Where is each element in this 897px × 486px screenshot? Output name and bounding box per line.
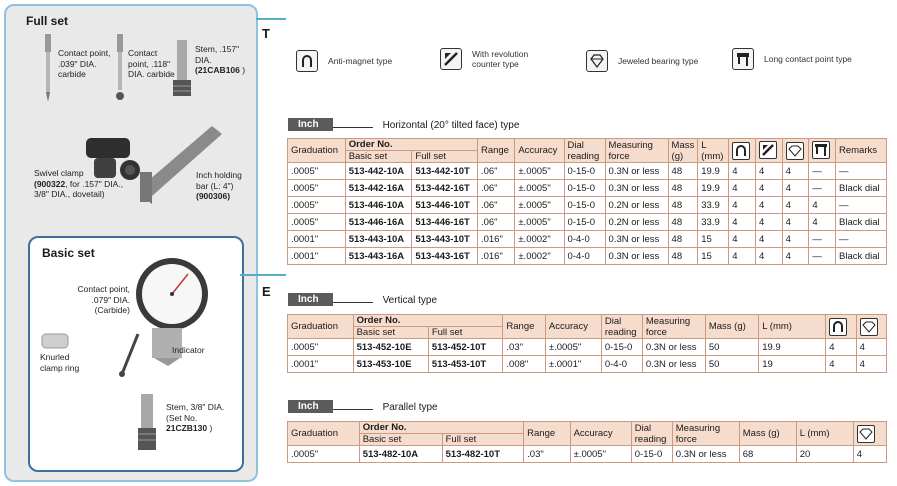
table-cell: 0-15-0 bbox=[631, 446, 672, 463]
table-cell: 0-4-0 bbox=[564, 248, 605, 265]
col-measuring-force: Measuring force bbox=[605, 139, 668, 163]
table-cell: 4 bbox=[755, 197, 782, 214]
col-l: L (mm) bbox=[796, 422, 853, 446]
table-cell: 513-443-10A bbox=[345, 231, 412, 248]
table-cell: 4 bbox=[856, 356, 886, 373]
table-cell: 513-453-10E bbox=[353, 356, 428, 373]
col-order-no: Order No. bbox=[359, 422, 523, 434]
table-cell: 20 bbox=[796, 446, 853, 463]
table-cell: 4 bbox=[809, 197, 836, 214]
table-cell: 4 bbox=[755, 248, 782, 265]
table-cell: .016" bbox=[477, 231, 514, 248]
horizontal-section-head bbox=[288, 118, 519, 131]
table-cell: 513-446-16A bbox=[345, 214, 412, 231]
col-measuring-force: Measuring force bbox=[642, 315, 705, 339]
table-cell: 0-4-0 bbox=[564, 231, 605, 248]
table-cell: 4 bbox=[755, 214, 782, 231]
table-cell: Black dial bbox=[836, 214, 887, 231]
table-cell: 513-446-16T bbox=[412, 214, 478, 231]
table-cell: 0.3N or less bbox=[605, 231, 668, 248]
table-cell: .06" bbox=[477, 180, 514, 197]
legend-revolution: With revolution counter type bbox=[440, 48, 552, 70]
table-cell: 513-446-10T bbox=[412, 197, 478, 214]
table-cell: 4 bbox=[755, 180, 782, 197]
table-row bbox=[288, 180, 887, 197]
vertical-table bbox=[287, 314, 887, 373]
table-row bbox=[288, 339, 887, 356]
table-row bbox=[288, 214, 887, 231]
table-cell: ±.0005" bbox=[515, 214, 564, 231]
table-cell: ±.0005" bbox=[515, 163, 564, 180]
table-cell: .06" bbox=[477, 214, 514, 231]
table-cell: .0001" bbox=[288, 248, 346, 265]
table-row bbox=[288, 248, 887, 265]
knurled-clamp-caption: Knurled clamp ring bbox=[40, 352, 80, 373]
col-antimagnet bbox=[826, 315, 856, 339]
table-cell: 513-442-16A bbox=[345, 180, 412, 197]
col-accuracy: Accuracy bbox=[515, 139, 564, 163]
col-mass: Mass (g) bbox=[668, 139, 698, 163]
table-cell: 0.3N or less bbox=[642, 356, 705, 373]
table-cell: 4 bbox=[826, 339, 856, 356]
antimagnet-icon bbox=[296, 50, 318, 72]
contact-point-039-image bbox=[40, 32, 56, 104]
table-cell: — bbox=[809, 163, 836, 180]
holding-bar-caption: Inch holding bar (L: 4") (900306) bbox=[196, 170, 242, 201]
stem-157-image bbox=[170, 38, 194, 102]
col-range: Range bbox=[503, 315, 546, 339]
table-cell: 4 bbox=[782, 231, 809, 248]
col-full-set: Full set bbox=[412, 151, 478, 163]
col-full-set: Full set bbox=[442, 434, 524, 446]
table-cell: 0-15-0 bbox=[601, 339, 642, 356]
table-cell: 19 bbox=[759, 356, 826, 373]
long-contact-point-icon bbox=[732, 48, 754, 70]
table-cell: 50 bbox=[705, 339, 758, 356]
stem-157-caption: Stem, .157" DIA. (21CAB106 ) bbox=[195, 44, 246, 75]
table-cell: — bbox=[809, 180, 836, 197]
table-cell: 0-15-0 bbox=[564, 163, 605, 180]
table-cell: ±.0002" bbox=[515, 248, 564, 265]
col-graduation: Graduation bbox=[288, 315, 354, 339]
table-cell: 48 bbox=[668, 197, 698, 214]
table-cell: 4 bbox=[755, 163, 782, 180]
section-letter-t: T bbox=[262, 26, 270, 41]
table-cell: .008" bbox=[503, 356, 546, 373]
table-cell: 19.9 bbox=[698, 163, 729, 180]
contact-point-079-caption: Contact point, .079" DIA. (Carbide) bbox=[77, 284, 130, 315]
col-basic-set: Basic set bbox=[359, 434, 442, 446]
table-cell: 0-4-0 bbox=[601, 356, 642, 373]
table-row bbox=[288, 356, 887, 373]
tag-line bbox=[333, 127, 373, 128]
contact-point-039-caption: Contact point, .039" DIA. carbide bbox=[58, 48, 111, 79]
connector-t bbox=[256, 18, 286, 20]
table-cell: ±.0001" bbox=[545, 356, 601, 373]
dial-indicator-image bbox=[112, 254, 222, 384]
col-graduation: Graduation bbox=[288, 422, 360, 446]
table-cell: 4 bbox=[729, 180, 756, 197]
table-cell: 513-452-10E bbox=[353, 339, 428, 356]
table-cell: .0005" bbox=[288, 197, 346, 214]
table-cell: 19.9 bbox=[759, 339, 826, 356]
col-mass: Mass (g) bbox=[705, 315, 758, 339]
table-cell: .03" bbox=[524, 446, 570, 463]
table-cell: 68 bbox=[739, 446, 796, 463]
table-cell: 513-446-10A bbox=[345, 197, 412, 214]
col-dial-reading: Dial reading bbox=[601, 315, 642, 339]
col-order-no: Order No. bbox=[345, 139, 477, 151]
table-cell: ±.0005" bbox=[545, 339, 601, 356]
contact-point-118-caption: Contact point, .118" DIA. carbide bbox=[128, 48, 175, 79]
col-graduation: Graduation bbox=[288, 139, 346, 163]
table-cell: 4 bbox=[755, 231, 782, 248]
table-cell: .0005" bbox=[288, 163, 346, 180]
unit-tag: Inch bbox=[288, 293, 333, 306]
table-cell: .0005" bbox=[288, 214, 346, 231]
table-cell: 4 bbox=[809, 214, 836, 231]
unit-tag: Inch bbox=[288, 118, 333, 131]
col-basic-set: Basic set bbox=[353, 327, 428, 339]
col-jeweled bbox=[782, 139, 809, 163]
table-cell: — bbox=[836, 163, 887, 180]
legend-antimagnet: Anti-magnet type bbox=[296, 50, 392, 72]
table-cell: .0001" bbox=[288, 231, 346, 248]
table-cell: 19.9 bbox=[698, 180, 729, 197]
table-cell: 4 bbox=[729, 231, 756, 248]
col-accuracy: Accuracy bbox=[570, 422, 631, 446]
col-jeweled bbox=[856, 315, 886, 339]
table-cell: — bbox=[809, 231, 836, 248]
table-row bbox=[288, 197, 887, 214]
table-cell: 513-452-10T bbox=[428, 339, 503, 356]
table-cell: 4 bbox=[729, 248, 756, 265]
table-cell: 4 bbox=[729, 214, 756, 231]
jeweled-bearing-icon bbox=[860, 318, 878, 336]
table-cell: .06" bbox=[477, 163, 514, 180]
contact-point-118-image bbox=[112, 32, 128, 104]
parallel-table bbox=[287, 421, 887, 463]
connector-e bbox=[240, 274, 286, 276]
table-cell: 4 bbox=[826, 356, 856, 373]
table-cell: 50 bbox=[705, 356, 758, 373]
col-l: L (mm) bbox=[698, 139, 729, 163]
table-cell: 4 bbox=[782, 214, 809, 231]
table-cell: 33.9 bbox=[698, 214, 729, 231]
jeweled-bearing-icon bbox=[857, 425, 875, 443]
table-cell: 48 bbox=[668, 231, 698, 248]
col-dial-reading: Dial reading bbox=[564, 139, 605, 163]
table-cell: 0.2N or less bbox=[605, 214, 668, 231]
table-cell: 0.3N or less bbox=[672, 446, 739, 463]
vertical-section-head bbox=[288, 293, 437, 306]
table-cell: 4 bbox=[729, 163, 756, 180]
knurled-clamp-ring-image bbox=[40, 330, 70, 352]
section-letter-e: E bbox=[262, 284, 271, 299]
col-measuring-force: Measuring force bbox=[672, 422, 739, 446]
jeweled-bearing-icon bbox=[586, 50, 608, 72]
table-row bbox=[288, 231, 887, 248]
table-cell: — bbox=[836, 197, 887, 214]
table-cell: 0-15-0 bbox=[564, 180, 605, 197]
table-cell: 513-442-16T bbox=[412, 180, 478, 197]
legend-jeweled: Jeweled bearing type bbox=[586, 50, 698, 72]
table-cell: .06" bbox=[477, 197, 514, 214]
table-cell: 4 bbox=[856, 339, 886, 356]
table-cell: 513-442-10T bbox=[412, 163, 478, 180]
table-cell: 4 bbox=[853, 446, 886, 463]
col-order-no: Order No. bbox=[353, 315, 503, 327]
table-cell: .03" bbox=[503, 339, 546, 356]
swivel-clamp-caption: Swivel clamp (900322, for .157" DIA., 3/8" DIA., dovetail) bbox=[34, 168, 124, 199]
table-cell: 513-442-10A bbox=[345, 163, 412, 180]
table-cell: 48 bbox=[668, 214, 698, 231]
table-cell: 0.3N or less bbox=[642, 339, 705, 356]
table-cell: 4 bbox=[782, 180, 809, 197]
table-cell: 513-443-10T bbox=[412, 231, 478, 248]
table-cell: 4 bbox=[729, 197, 756, 214]
table-cell: 0.3N or less bbox=[605, 163, 668, 180]
unit-tag: Inch bbox=[288, 400, 333, 413]
tag-line bbox=[333, 409, 373, 410]
legend-long-contact: Long contact point type bbox=[732, 48, 854, 70]
table-cell: 4 bbox=[782, 197, 809, 214]
table-cell: 0-15-0 bbox=[564, 197, 605, 214]
antimagnet-icon bbox=[829, 318, 847, 336]
col-l: L (mm) bbox=[759, 315, 826, 339]
col-accuracy: Accuracy bbox=[545, 315, 601, 339]
table-cell: .016" bbox=[477, 248, 514, 265]
table-cell: .0001" bbox=[288, 356, 354, 373]
table-cell: 0.3N or less bbox=[605, 180, 668, 197]
table-cell: 513-443-16A bbox=[345, 248, 412, 265]
table-cell: Black dial bbox=[836, 180, 887, 197]
col-range: Range bbox=[524, 422, 570, 446]
col-dial-reading: Dial reading bbox=[631, 422, 672, 446]
parallel-title: Parallel type bbox=[382, 402, 438, 413]
long-contact-point-icon bbox=[812, 141, 830, 159]
col-antimagnet bbox=[729, 139, 756, 163]
table-cell: ±.0005" bbox=[570, 446, 631, 463]
table-cell: .0005" bbox=[288, 339, 354, 356]
parallel-section-head bbox=[288, 400, 438, 413]
table-cell: 0.3N or less bbox=[605, 248, 668, 265]
col-revolution bbox=[755, 139, 782, 163]
table-cell: ±.0005" bbox=[515, 180, 564, 197]
jeweled-bearing-icon bbox=[786, 142, 804, 160]
revolution-counter-icon bbox=[440, 48, 462, 70]
antimagnet-icon bbox=[732, 142, 750, 160]
table-cell: 513-453-10T bbox=[428, 356, 503, 373]
table-cell: 513-443-16T bbox=[412, 248, 478, 265]
table-row bbox=[288, 163, 887, 180]
indicator-caption: Indicator bbox=[172, 345, 205, 355]
table-cell: 4 bbox=[782, 248, 809, 265]
table-cell: 48 bbox=[668, 248, 698, 265]
table-cell: 15 bbox=[698, 231, 729, 248]
col-remarks: Remarks bbox=[836, 139, 887, 163]
table-cell: 15 bbox=[698, 248, 729, 265]
table-cell: 513-482-10T bbox=[442, 446, 524, 463]
table-row bbox=[288, 446, 887, 463]
table-cell: 513-482-10A bbox=[359, 446, 442, 463]
table-cell: 33.9 bbox=[698, 197, 729, 214]
table-cell: — bbox=[836, 231, 887, 248]
col-jeweled bbox=[853, 422, 886, 446]
col-mass: Mass (g) bbox=[739, 422, 796, 446]
stem-38-caption: Stem, 3/8" DIA. (Set No. 21CZB130 ) bbox=[166, 402, 225, 433]
col-full-set: Full set bbox=[428, 327, 503, 339]
table-cell: 48 bbox=[668, 163, 698, 180]
vertical-title: Vertical type bbox=[382, 295, 438, 306]
table-cell: 0-15-0 bbox=[564, 214, 605, 231]
horizontal-title: Horizontal (20° tilted face) type bbox=[382, 120, 520, 131]
horizontal-table bbox=[287, 138, 887, 265]
full-set-title: Full set bbox=[26, 14, 69, 28]
table-cell: .0005" bbox=[288, 180, 346, 197]
table-cell: .0005" bbox=[288, 446, 360, 463]
table-cell: 0.2N or less bbox=[605, 197, 668, 214]
table-cell: ±.0002" bbox=[515, 231, 564, 248]
table-cell: 48 bbox=[668, 180, 698, 197]
col-basic-set: Basic set bbox=[345, 151, 412, 163]
table-cell: 4 bbox=[782, 163, 809, 180]
table-cell: ±.0005" bbox=[515, 197, 564, 214]
basic-set-title: Basic set bbox=[42, 246, 95, 260]
col-range: Range bbox=[477, 139, 514, 163]
col-long-contact bbox=[809, 139, 836, 163]
tag-line bbox=[333, 302, 373, 303]
table-cell: Black dial bbox=[836, 248, 887, 265]
revolution-counter-icon bbox=[759, 141, 777, 159]
table-cell: — bbox=[809, 248, 836, 265]
stem-38-image bbox=[136, 392, 158, 460]
